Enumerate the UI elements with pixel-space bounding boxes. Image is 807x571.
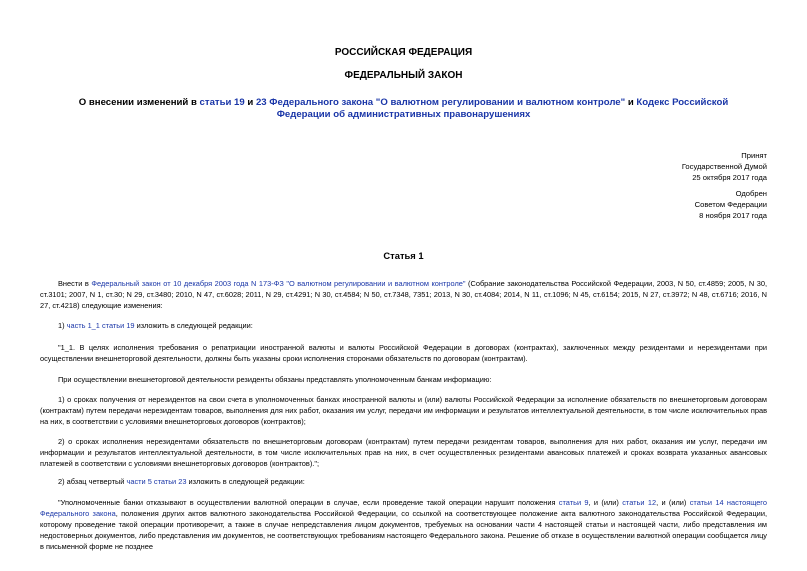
paragraph-quote-banks-t4: , положения других актов валютного законодательства Российской Федерации, со ссылкой на соответствующее положение акта валютного законодательства Российской Федерации, которому проведение такой операции противоречит, а также в случае непредставления лицом документов, требуемых на основании части 4 настоящей статьи и настоящей части, либо представления им недостоверных документов, либо представления им документов, не соответствующих требованиям настоящего Федерального закона. Решение об отказе в осуществлении валютной операции сообщается лицу в письменной форме не позднее [40, 509, 767, 551]
paragraph-sub-2: 2) о сроках исполнения нерезидентами обязательств по внешнеторговым договорам (контрактам) путем передачи резидентам товаров, выполнения для них работ, оказания им услуг, передачи им информации и результатов интеллектуальной деятельности, в том числе исключительных прав на них, в счет осуществленных резидентами авансовых платежей и сроках возврата указанных авансовых платежей в соответствии с условиями внешнеторговых договоров (контрактов)."; [40, 437, 767, 468]
paragraph-item-2 [40, 476, 767, 487]
paragraph-sub-1: 1) о сроках получения от нерезидентов на свои счета в уполномоченных банках иностранной валюты и (или) валюты Российской Федерации за исполнение обязательств по внешнеторговым договорам (контрактам) путем передачи нерезидентам товаров, выполнения для них работ, оказания им услуг, передачи им информации и результатов интеллектуальной деятельности, в том числе исключительных прав на них, в соответствии с условиями внешнеторговых договоров (контрактов); [40, 395, 767, 426]
paragraph-item-1-pre: 1) [58, 321, 67, 330]
paragraph-intro-post: (Собрание законодательства Российской Федерации, 2003, N 50, ст.4859; 2005, N 30, ст.3101; 2007, N 1, ст.30; N 29, ст.3480; 2010, N 47, ст.6028; 2011, N 29, ст.4291; N 30, ст.4584; N 50, ст.7348, 7351; 2013, N 30, ст.4084; 2014, N 11, ст.1096; N 45, ст.6154; 2015, N 27, ст.3972; N 48, ст.6716; 2016, N 27, ст.4218) следующие изменения: [40, 279, 767, 310]
paragraph-item-1-post: изложить в следующей редакции: [134, 321, 253, 330]
law-title [60, 97, 747, 121]
law-title-text-3: и [625, 97, 637, 108]
accepted-line-2: Государственной Думой [681, 162, 767, 171]
link-article-14[interactable]: статьи 14 настоящего Федерального закона [40, 498, 767, 518]
paragraph-intro [40, 278, 767, 311]
paragraph-item-1 [40, 320, 767, 331]
accepted-line-1: Принят [741, 151, 767, 160]
law-type-heading: ФЕДЕРАЛЬНЫЙ ЗАКОН [344, 70, 463, 81]
link-article-19[interactable]: статьи 19 [199, 97, 245, 108]
paragraph-quote-banks-t2: , и (или) [588, 498, 623, 507]
paragraph-quote-banks-t1: "Уполномоченные банки отказывают в осуществлении валютной операции в случае, если проведение такой операции нарушит положения [58, 498, 559, 507]
paragraph-quote-banks [40, 497, 767, 552]
link-part-5-article-23[interactable]: части 5 статьи 23 [126, 477, 187, 486]
paragraph-item-2-post: изложить в следующей редакции: [186, 477, 305, 486]
paragraph-item-2-pre: 2) абзац четвертый [58, 477, 127, 486]
approved-block [695, 188, 767, 221]
approved-line-3: 8 ноября 2017 года [699, 211, 767, 220]
law-title-text-1: О внесении изменений в [78, 97, 200, 108]
law-title-text-2: и [244, 97, 256, 108]
link-article-9[interactable]: статьи 9 [558, 498, 589, 507]
link-article-12[interactable]: статьи 12 [622, 498, 657, 507]
accepted-block [682, 150, 767, 183]
approved-line-1: Одобрен [735, 189, 767, 198]
article-heading: Статья 1 [383, 250, 424, 261]
country-heading: РОССИЙСКАЯ ФЕДЕРАЦИЯ [334, 47, 473, 58]
approved-line-2: Советом Федерации [694, 200, 767, 209]
link-law-173[interactable]: Федеральный закон от 10 декабря 2003 года N 173-ФЗ "О валютном регулировании и валютном контроле" [91, 279, 466, 288]
paragraph-quote-banks-t3: , и (или) [656, 498, 690, 507]
paragraph-info-intro: При осуществлении внешнеторговой деятельности резиденты обязаны представлять уполномоченным банкам информацию: [58, 375, 492, 384]
link-koap[interactable]: Кодекс Российской Федерации об административных правонарушениях [276, 97, 729, 120]
paragraph-quote-1-1: "1_1. В целях исполнения требования о репатриации иностранной валюты и валюты Российской Федерации в договорах (контрактах), заключенных между резидентами и нерезидентами при осуществлении внешнеторговой деятельности, должны быть указаны сроки исполнения сторонами обязательств по договорам (контрактам). [40, 343, 767, 363]
link-article-23-law[interactable]: 23 Федерального закона "О валютном регулировании и валютном контроле" [255, 97, 626, 108]
accepted-line-3: 25 октября 2017 года [692, 173, 767, 182]
paragraph-intro-pre: Внести в [58, 279, 92, 288]
link-part-1-1-article-19[interactable]: часть 1_1 статьи 19 [66, 321, 135, 330]
